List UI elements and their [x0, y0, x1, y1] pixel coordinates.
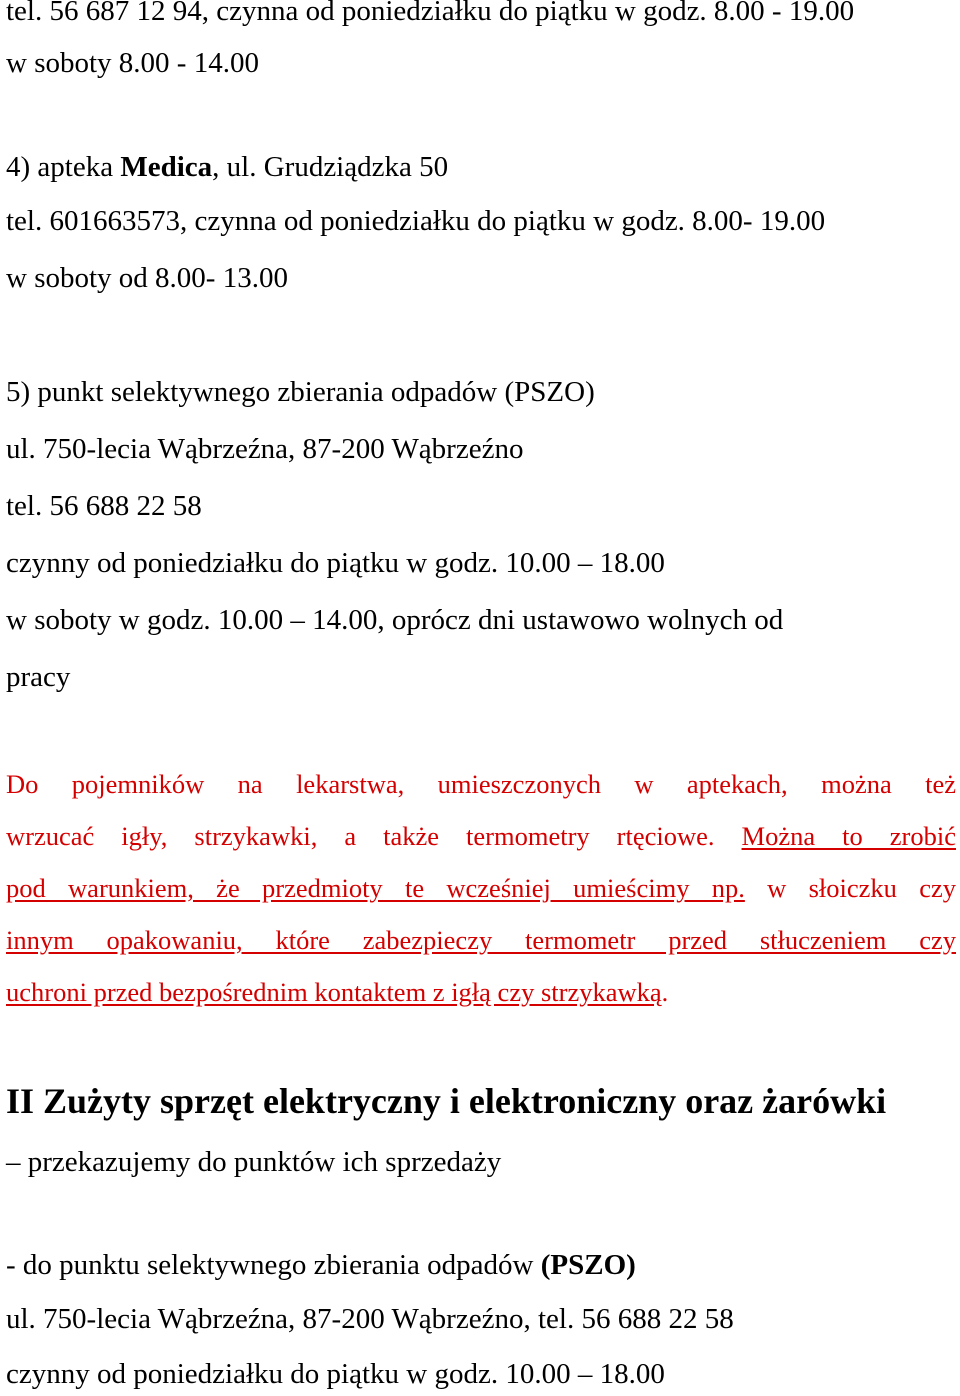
section-2-item [6, 1248, 636, 1282]
top-saturday-hours: w soboty 8.00 - 14.00 [6, 47, 259, 79]
section-2-address: ul. 750-lecia Wąbrzeźna, 87-200 Wąbrzeźno, tel. 56 688 22 58 [6, 1303, 734, 1335]
top-phone-hours: tel. 56 687 12 94, czynna od poniedziałku do piątku w godz. 8.00 - 19.00 [6, 0, 855, 27]
pszo-hours-saturday: w soboty w godz. 10.00 – 14.00, oprócz dni ustawowo wolnych od [6, 604, 784, 636]
pharmacy-medica-title [6, 150, 448, 184]
pszo-phone: tel. 56 688 22 58 [6, 490, 202, 522]
section-2-item-bold: (PSZO) [540, 1249, 636, 1281]
section-2-item-prefix: - do punktu selektywnego zbierania odpadów [6, 1249, 541, 1281]
notice-line-3-underlined: pod warunkiem, że przedmioty te wcześniej umieścimy np. [6, 873, 745, 903]
notice-line-1: Do pojemników na lekarstwa, umieszczonych w aptekach, można też [6, 769, 956, 799]
notice-line-5-underlined: uchroni przed bezpośrednim kontaktem z igłą czy strzykawką [6, 977, 662, 1007]
pszo-title: 5) punkt selektywnego zbierania odpadów (PSZO) [6, 376, 595, 408]
notice-line-2 [6, 819, 956, 853]
notice-line-5-end: . [661, 977, 669, 1007]
pszo-hours-saturday-cont: pracy [6, 661, 71, 693]
pharmacy-title-prefix: 4) apteka [6, 151, 121, 183]
pharmacy-title-name: Medica [120, 151, 213, 183]
section-2-heading: II Zużyty sprzęt elektryczny i elektroniczny oraz żarówki [6, 1081, 887, 1121]
notice-line-3 [6, 871, 956, 905]
pharmacy-title-suffix: , ul. Grudziądzka 50 [212, 151, 449, 183]
notice-line-2-plain: wrzucać igły, strzykawki, a także termometry rtęciowe. [6, 821, 742, 851]
section-2-subline: – przekazujemy do punktów ich sprzedaży [6, 1146, 502, 1178]
pszo-hours-weekday: czynny od poniedziałku do piątku w godz. 10.00 – 18.00 [6, 547, 665, 579]
notice-line-3-plain: w słoiczku czy [744, 873, 956, 903]
notice-line-4: innym opakowaniu, które zabezpieczy termometr przed stłuczeniem czy [6, 925, 956, 955]
pharmacy-medica-saturday: w soboty od 8.00- 13.00 [6, 262, 288, 294]
notice-line-5 [6, 975, 668, 1009]
pszo-address: ul. 750-lecia Wąbrzeźna, 87-200 Wąbrzeźno [6, 433, 524, 465]
pharmacy-medica-phone-hours: tel. 601663573, czynna od poniedziałku do piątku w godz. 8.00- 19.00 [6, 205, 826, 237]
section-2-hours: czynny od poniedziałku do piątku w godz. 10.00 – 18.00 [6, 1358, 665, 1390]
notice-line-2-underlined: Można to zrobić [741, 821, 956, 851]
